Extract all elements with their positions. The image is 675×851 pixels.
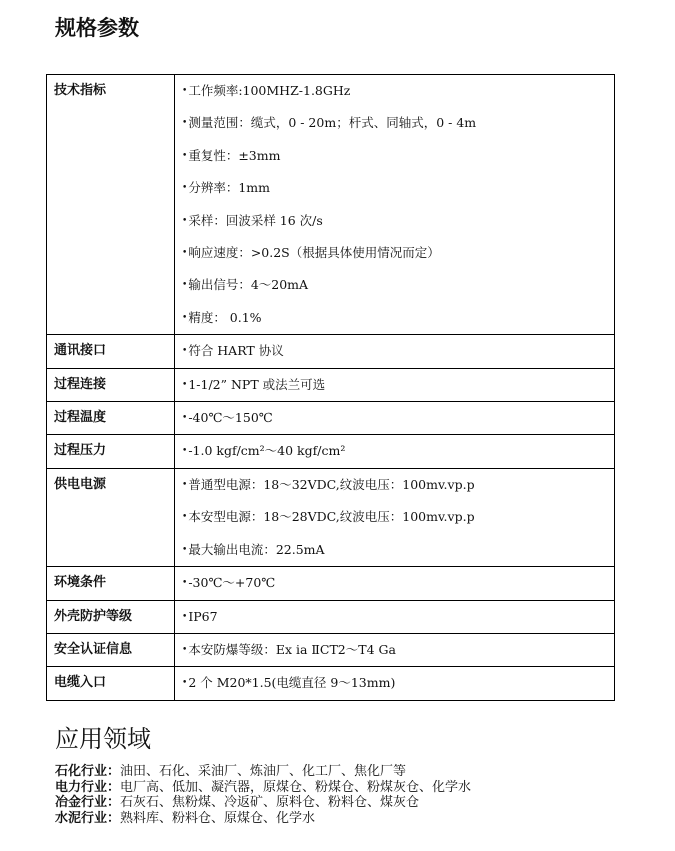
spec-row — [47, 468, 615, 566]
application-item — [55, 795, 471, 811]
spec-value-cell — [175, 468, 615, 566]
spec-row — [47, 402, 615, 435]
spec-value-cell — [175, 75, 615, 335]
spec-value-cell — [175, 435, 615, 468]
spec-value-cell — [175, 667, 615, 700]
spec-label: 技术指标 — [54, 83, 107, 98]
spec-label-cell — [47, 600, 175, 633]
spec-value-cell — [175, 600, 615, 633]
spec-value-cell — [175, 402, 615, 435]
spec-label: 过程连接 — [54, 376, 107, 392]
spec-value: • -40℃～150℃ — [182, 402, 614, 434]
spec-value: • 最大输出电流：22.5mA — [182, 534, 614, 566]
spec-value: • 输出信号：4～20mA — [182, 269, 614, 301]
application-item — [55, 811, 471, 827]
application-uses: 电厂高、低加、凝汽器，原煤仓、粉煤仓、粉煤灰仓、化学水 — [120, 779, 472, 795]
spec-value: • 1-1/2” NPT 或法兰可选 — [182, 369, 614, 401]
application-industry: 电力行业： — [55, 779, 121, 795]
spec-label: 过程压力 — [54, 443, 107, 459]
spec-table — [46, 74, 615, 701]
spec-label: 安全认证信息 — [54, 641, 133, 657]
application-industry: 冶金行业： — [55, 795, 121, 810]
spec-value: • 响应速度：>0.2S（根据具体使用情况而定） — [182, 237, 614, 269]
spec-label-cell — [47, 75, 175, 335]
application-item — [55, 780, 471, 796]
spec-title: 规格参数 — [55, 16, 139, 40]
spec-value: • IP67 — [182, 601, 614, 633]
spec-row — [47, 600, 615, 633]
spec-value: • 采样：回波采样 16 次/s — [182, 205, 614, 237]
spec-label-cell — [47, 335, 175, 368]
application-industry: 水泥行业： — [55, 810, 121, 826]
spec-label-cell — [47, 368, 175, 401]
spec-label: 环境条件 — [54, 575, 107, 591]
spec-value: • -1.0 kgf/cm²～40 kgf/cm² — [182, 435, 614, 467]
application-industry: 石化行业： — [55, 764, 121, 779]
application-uses: 油田、石化、采油厂、炼油厂、化工厂、焦化厂等 — [120, 764, 407, 779]
spec-label: 外壳防护等级 — [54, 608, 133, 624]
application-uses: 石灰石、焦粉煤、冷返矿、原料仓、粉料仓、煤灰仓 — [120, 795, 420, 810]
spec-value: • 普通型电源：18～32VDC,纹波电压：100mv.vp.p — [182, 469, 614, 501]
spec-row — [47, 75, 615, 335]
spec-row — [47, 667, 615, 700]
spec-value: • 符合 HART 协议 — [182, 335, 614, 367]
spec-label: 通讯接口 — [54, 343, 107, 359]
spec-value: • 工作频率:100MHZ-1.8GHz — [182, 75, 614, 107]
spec-value-cell — [175, 567, 615, 600]
spec-value: • 分辨率：1mm — [182, 172, 614, 204]
spec-label-cell — [47, 435, 175, 468]
applications-title: 应用领域 — [55, 725, 151, 753]
spec-label: 电缆入口 — [54, 675, 107, 691]
spec-value: • 2 个 M20*1.5(电缆直径 9～13mm) — [182, 667, 614, 699]
spec-value: • 测量范围：缆式，0 - 20m；杆式、同轴式，0 - 4m — [182, 107, 614, 139]
application-uses: 熟料库、粉料仓、原煤仓、化学水 — [120, 810, 316, 826]
spec-label-cell — [47, 567, 175, 600]
spec-label-cell — [47, 633, 175, 666]
spec-row — [47, 567, 615, 600]
spec-label-cell — [47, 402, 175, 435]
spec-row — [47, 633, 615, 666]
spec-label-cell — [47, 667, 175, 700]
spec-label-cell — [47, 468, 175, 566]
applications-list — [55, 764, 471, 826]
spec-value: • 精度： 0.1% — [182, 302, 614, 334]
spec-label: 供电电源 — [54, 476, 107, 492]
spec-row — [47, 335, 615, 368]
spec-value-cell — [175, 633, 615, 666]
spec-value-cell — [175, 368, 615, 401]
spec-value: • -30℃～+70℃ — [182, 567, 614, 599]
spec-value: • 本安防爆等级：Ex ia ⅡCT2～T4 Ga — [182, 634, 614, 666]
spec-label: 过程温度 — [54, 410, 107, 426]
spec-value-cell — [175, 335, 615, 368]
spec-value: • 重复性：±3mm — [182, 140, 614, 172]
spec-value: • 本安型电源：18～28VDC,纹波电压：100mv.vp.p — [182, 501, 614, 533]
application-item — [55, 764, 471, 780]
spec-row — [47, 368, 615, 401]
spec-row — [47, 435, 615, 468]
